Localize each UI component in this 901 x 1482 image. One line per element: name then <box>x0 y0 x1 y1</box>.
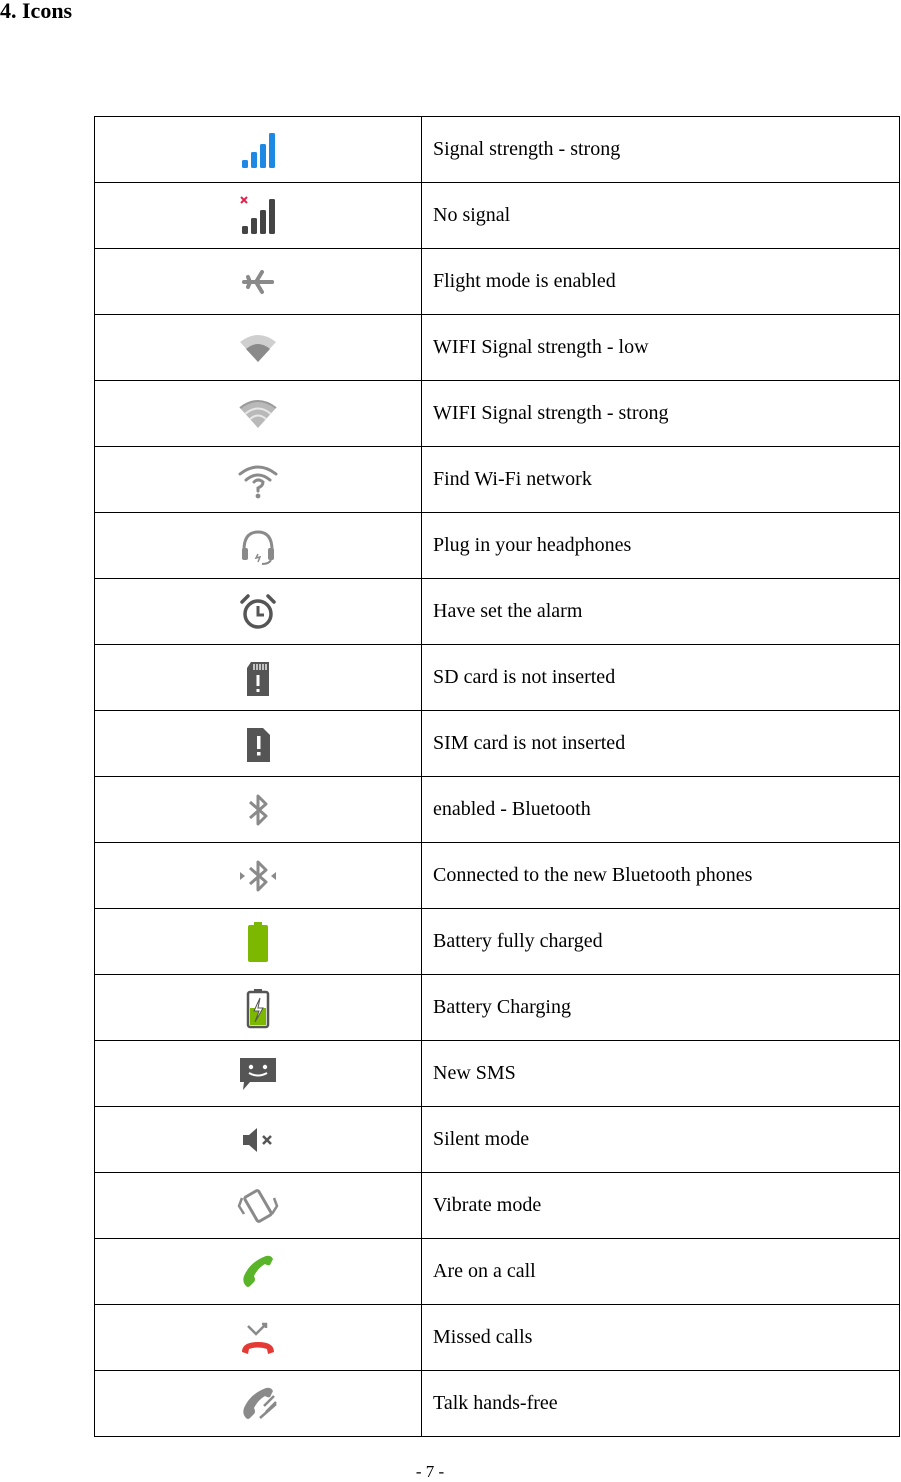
icon-cell <box>95 777 422 843</box>
icon-description: Missed calls <box>422 1305 900 1371</box>
battery-full-icon <box>236 920 280 964</box>
table-row <box>95 447 900 513</box>
table-row <box>95 777 900 843</box>
table-row <box>95 711 900 777</box>
sim-card-alert-icon <box>236 722 280 766</box>
icon-description: Battery fully charged <box>422 909 900 975</box>
icon-cell <box>95 909 422 975</box>
icon-cell <box>95 1173 422 1239</box>
table-row <box>95 1041 900 1107</box>
alarm-icon <box>236 590 280 634</box>
icons-table <box>94 116 900 1437</box>
bluetooth-connected-icon <box>236 854 280 898</box>
icon-description: enabled - Bluetooth <box>422 777 900 843</box>
table-row <box>95 1107 900 1173</box>
icon-description: SD card is not inserted <box>422 645 900 711</box>
speakerphone-icon <box>236 1382 280 1426</box>
icon-cell <box>95 315 422 381</box>
icon-cell <box>95 513 422 579</box>
icon-description: Connected to the new Bluetooth phones <box>422 843 900 909</box>
icon-description: SIM card is not inserted <box>422 711 900 777</box>
icon-description: Flight mode is enabled <box>422 249 900 315</box>
table-row <box>95 909 900 975</box>
silent-icon <box>236 1118 280 1162</box>
icon-description: Plug in your headphones <box>422 513 900 579</box>
icon-description: Talk hands-free <box>422 1371 900 1437</box>
icon-cell <box>95 447 422 513</box>
icon-description: WIFI Signal strength - low <box>422 315 900 381</box>
battery-charging-icon <box>236 986 280 1030</box>
icon-description: WIFI Signal strength - strong <box>422 381 900 447</box>
icon-cell <box>95 1107 422 1173</box>
icon-description: Silent mode <box>422 1107 900 1173</box>
icon-description: New SMS <box>422 1041 900 1107</box>
icon-cell <box>95 183 422 249</box>
table-row <box>95 513 900 579</box>
table-row <box>95 1173 900 1239</box>
icon-cell <box>95 1239 422 1305</box>
icon-description: Are on a call <box>422 1239 900 1305</box>
table-row <box>95 579 900 645</box>
airplane-icon <box>236 260 280 304</box>
wifi-strong-icon <box>236 392 280 436</box>
icon-cell <box>95 1041 422 1107</box>
icon-description: Find Wi-Fi network <box>422 447 900 513</box>
call-icon <box>236 1250 280 1294</box>
icon-cell <box>95 117 422 183</box>
page-number: - 7 - <box>415 1462 445 1481</box>
sms-icon <box>236 1052 280 1096</box>
icon-description: Signal strength - strong <box>422 117 900 183</box>
table-row <box>95 1371 900 1437</box>
icon-cell <box>95 579 422 645</box>
no-signal-icon <box>236 194 280 238</box>
icon-cell <box>95 711 422 777</box>
wifi-low-icon <box>236 326 280 370</box>
table-row <box>95 1305 900 1371</box>
table-row <box>95 645 900 711</box>
icon-cell <box>95 843 422 909</box>
sd-card-alert-icon <box>236 656 280 700</box>
table-row <box>95 381 900 447</box>
icon-description: Have set the alarm <box>422 579 900 645</box>
table-row <box>95 1239 900 1305</box>
table-row <box>95 843 900 909</box>
section-heading: 4. Icons <box>0 0 73 23</box>
signal-strong-icon <box>236 128 280 172</box>
table-row <box>95 315 900 381</box>
bluetooth-icon <box>236 788 280 832</box>
icon-cell <box>95 249 422 315</box>
table-row <box>95 249 900 315</box>
table-row <box>95 975 900 1041</box>
icon-cell <box>95 645 422 711</box>
vibrate-icon <box>236 1184 280 1228</box>
icon-cell <box>95 381 422 447</box>
table-row <box>95 183 900 249</box>
wifi-find-icon <box>236 458 280 502</box>
icon-cell <box>95 1371 422 1437</box>
missed-call-icon <box>236 1316 280 1360</box>
icon-description: Vibrate mode <box>422 1173 900 1239</box>
icon-description: Battery Charging <box>422 975 900 1041</box>
icon-cell <box>95 1305 422 1371</box>
table-row <box>95 117 900 183</box>
icon-cell <box>95 975 422 1041</box>
icon-description: No signal <box>422 183 900 249</box>
headset-icon <box>236 524 280 568</box>
